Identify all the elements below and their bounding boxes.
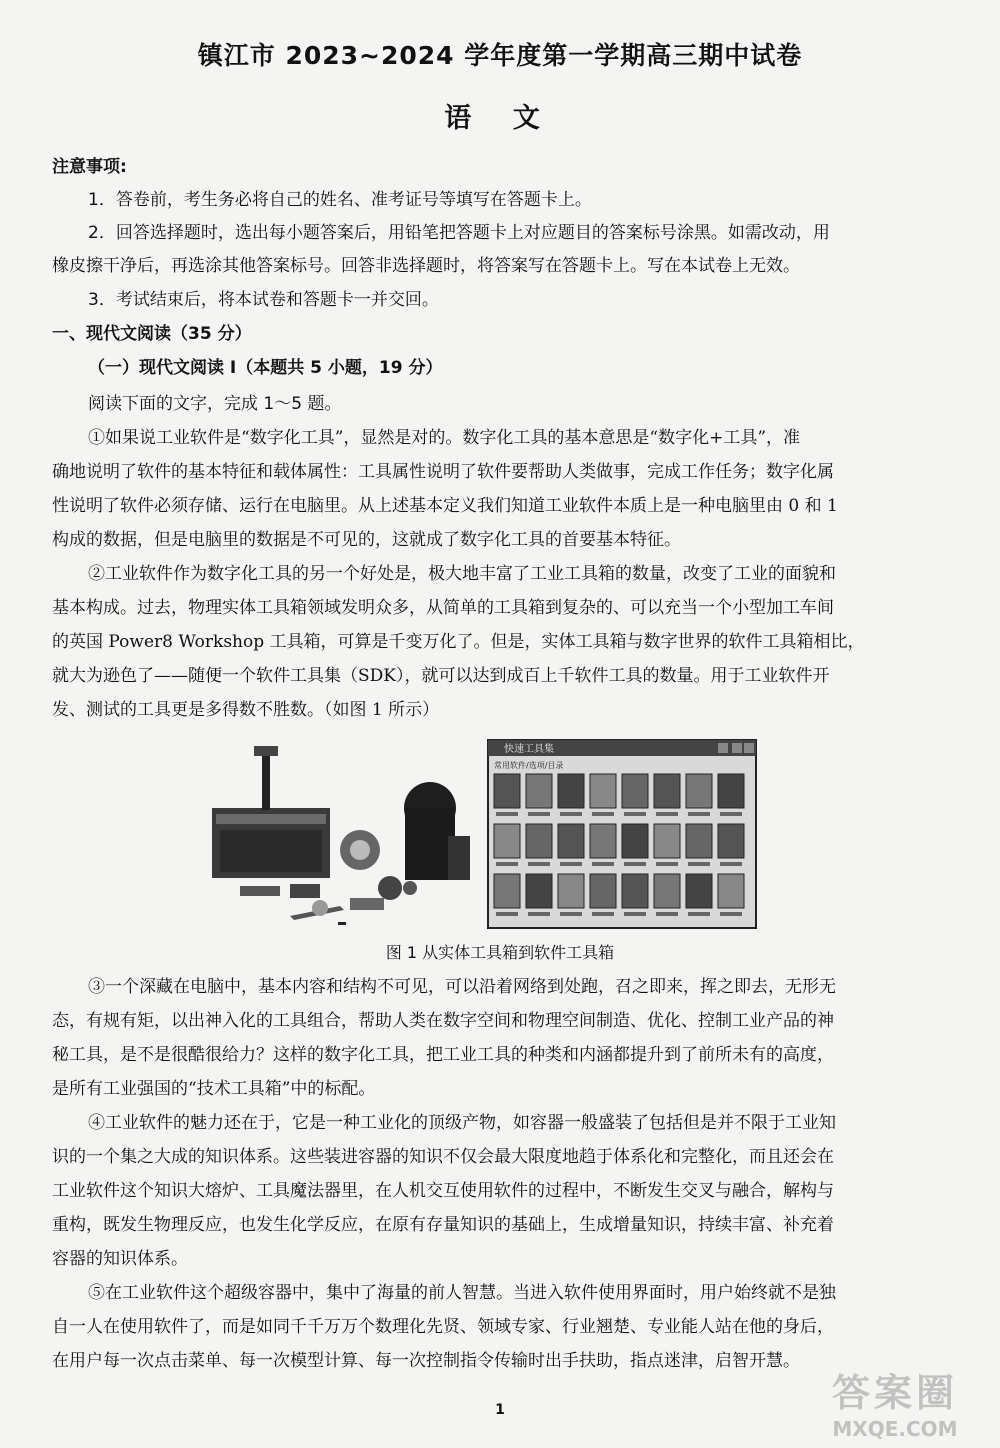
figure-caption: 图 1 从实体工具箱到软件工具箱 xyxy=(385,943,615,962)
paragraph-2-line: 的英国 Power8 Workshop 工具箱，可算是千变万化了。但是，实体工具箱与数字世界的软件工具箱相比， xyxy=(52,632,865,652)
tool-tile-label-bar xyxy=(656,862,678,866)
tool-tile-label-bar xyxy=(624,812,646,816)
tool-tile-label-bar xyxy=(496,862,518,866)
tool-tile-label-bar xyxy=(720,812,742,816)
section-heading: 一、现代文阅读（35 分） xyxy=(52,324,252,344)
page-number: 1 xyxy=(495,1402,505,1418)
tool-tile-label-bar xyxy=(688,912,710,916)
tool-tile-icon xyxy=(718,874,744,908)
subject-title: 语 文 xyxy=(444,103,556,134)
tool-tile-icon xyxy=(494,774,520,808)
notice-item-3: 3．考试结束后，将本试卷和答题卡一并交回。 xyxy=(88,290,439,310)
figure-toolbox xyxy=(200,738,760,930)
software-toolbox-window xyxy=(488,740,756,928)
paragraph-4-line: 工业软件这个知识大熔炉、工具魔法器里，在人机交互使用软件的过程中，不断发生交叉与融合，解构与 xyxy=(52,1181,834,1201)
watermark-top-text: 答案圈 xyxy=(831,1371,958,1415)
tool-tile-label-bar xyxy=(560,862,582,866)
paragraph-5-line: ⑤在工业软件这个超级容器中，集中了海量的前人智慧。当进入软件使用界面时，用户始终就不是独 xyxy=(88,1283,836,1303)
tool-tile-icon xyxy=(686,774,712,808)
notice-item-2: 2．回答选择题时，选出每小题答案后，用铅笔把答题卡上对应题目的答案标号涂黑。如需改动，用 xyxy=(88,223,830,243)
tool-tile-icon xyxy=(590,774,616,808)
tool-tile-label-bar xyxy=(528,862,550,866)
reading-instruction: 阅读下面的文字，完成 1～5 题。 xyxy=(88,394,342,414)
tool-tile-label-bar xyxy=(560,912,582,916)
tool-tile-icon xyxy=(654,774,680,808)
tool-tile-label-bar xyxy=(688,812,710,816)
tool-tile-icon xyxy=(622,774,648,808)
figure-toolbox-illustration xyxy=(200,738,760,930)
tool-tile-icon xyxy=(494,824,520,858)
paragraph-4-line: 容器的知识体系。 xyxy=(52,1249,188,1269)
paragraph-2-line: 基本构成。过去，物理实体工具箱领域发明众多，从简单的工具箱到复杂的、可以充当一个小型加工车间 xyxy=(52,598,834,618)
tool-tile-label-bar xyxy=(720,862,742,866)
tool-tile-icon xyxy=(622,824,648,858)
paragraph-2-line: ②工业软件作为数字化工具的另一个好处是，极大地丰富了工业工具箱的数量，改变了工业的面貌和 xyxy=(88,564,836,584)
tool-tile-label-bar xyxy=(656,912,678,916)
tool-tile-icon xyxy=(686,824,712,858)
tool-tile-icon xyxy=(622,874,648,908)
tool-tile-label-bar xyxy=(592,862,614,866)
tool-tile-icon xyxy=(494,874,520,908)
paragraph-3-line: ③一个深藏在电脑中，基本内容和结构不可见，可以沿着网络到处跑，召之即来，挥之即去，无形无 xyxy=(88,977,836,997)
paragraph-3-line: 态，有规有矩，以出神入化的工具组合，帮助人类在数字空间和物理空间制造、优化、控制工业产品的神 xyxy=(52,1011,834,1031)
tool-tile-label-bar xyxy=(624,862,646,866)
paragraph-5-line: 自一人在使用软件了，而是如同千千万万个数理化先贤、领域专家、行业翘楚、专业能人站在他的身后， xyxy=(52,1317,834,1337)
notice-heading: 注意事项: xyxy=(52,157,127,177)
tool-tile-label-bar xyxy=(688,862,710,866)
paragraph-2-line: 发、测试的工具更是多得数不胜数。（如图 1 所示） xyxy=(52,700,440,720)
paragraph-3-line: 秘工具，是不是很酷很给力？这样的数字化工具，把工业工具的种类和内涵都提升到了前所未有的高度， xyxy=(52,1045,834,1065)
tool-tile-icon xyxy=(526,774,552,808)
paragraph-3-line: 是所有工业强国的“技术工具箱”中的标配。 xyxy=(52,1079,376,1099)
window-menu: 常用软件/选项/目录 xyxy=(494,761,564,770)
paragraph-1-line: 确地说明了软件的基本特征和载体属性：工具属性说明了软件要帮助人类做事，完成工作任务；数字化属 xyxy=(52,462,834,482)
physical-toolbox-image xyxy=(212,746,470,925)
watermark-bottom-text: MXQE.COM xyxy=(832,1417,958,1441)
tool-tile-label-bar xyxy=(528,812,550,816)
tool-tile-icon xyxy=(590,874,616,908)
tool-tile-icon xyxy=(718,774,744,808)
paragraph-1-line: 性说明了软件必须存储、运行在电脑里。从上述基本定义我们知道工业软件本质上是一种电脑里由 0 和 1 xyxy=(52,496,838,516)
tool-tile-label-bar xyxy=(496,912,518,916)
tool-tile-icon xyxy=(590,824,616,858)
tool-tile-label-bar xyxy=(592,812,614,816)
tool-tile-icon xyxy=(718,824,744,858)
section-subheading: （一）现代文阅读 I（本题共 5 小题，19 分） xyxy=(88,358,443,378)
notice-item-2-cont: 橡皮擦干净后，再选涂其他答案标号。回答非选择题时，将答案写在答题卡上。写在本试卷上无效。 xyxy=(52,256,800,276)
paragraph-1-line: 构成的数据，但是电脑里的数据是不可见的，这就成了数字化工具的首要基本特征。 xyxy=(52,530,681,550)
tool-tile-label-bar xyxy=(592,912,614,916)
paragraph-5-line: 在用户每一次点击菜单、每一次模型计算、每一次控制指令传输时出手扶助，指点迷津，启智开慧。 xyxy=(52,1351,800,1371)
tool-tile-label-bar xyxy=(720,912,742,916)
tool-tile-label-bar xyxy=(624,912,646,916)
tool-tile-icon xyxy=(558,824,584,858)
tool-tile-icon xyxy=(526,874,552,908)
tool-tile-icon xyxy=(686,874,712,908)
notice-item-1: 1．答卷前，考生务必将自己的姓名、准考证号等填写在答题卡上。 xyxy=(88,190,592,210)
paragraph-4-line: ④工业软件的魅力还在于，它是一种工业化的顶级产物，如容器一般盛装了包括但是并不限于工业知 xyxy=(88,1113,836,1133)
tool-tile-icon xyxy=(654,824,680,858)
tool-tile-label-bar xyxy=(656,812,678,816)
tool-tile-icon xyxy=(526,824,552,858)
tool-tile-icon xyxy=(654,874,680,908)
tool-tile-label-bar xyxy=(560,812,582,816)
exam-title: 镇江市 2023~2024 学年度第一学期高三期中试卷 xyxy=(197,41,803,70)
watermark-logo xyxy=(800,1362,990,1440)
paragraph-4-line: 重构，既发生物理反应，也发生化学反应，在原有存量知识的基础上，生成增量知识，持续丰富、补充着 xyxy=(52,1215,834,1235)
tool-tile-icon xyxy=(558,874,584,908)
paragraph-4-line: 识的一个集之大成的知识体系。这些装进容器的知识不仅会最大限度地趋于体系化和完整化，而且还会在 xyxy=(52,1147,834,1167)
paragraph-1-line: ①如果说工业软件是“数字化工具”，显然是对的。数字化工具的基本意思是“数字化+工具”，准 xyxy=(88,428,801,448)
window-title: 快速工具集 xyxy=(504,744,554,755)
tool-tile-icon xyxy=(558,774,584,808)
tool-tile-label-bar xyxy=(496,812,518,816)
tool-tile-label-bar xyxy=(528,912,550,916)
paragraph-2-line: 就大为逊色了——随便一个软件工具集（SDK），就可以达到成百上千软件工具的数量。用于工业软件开 xyxy=(52,666,830,686)
